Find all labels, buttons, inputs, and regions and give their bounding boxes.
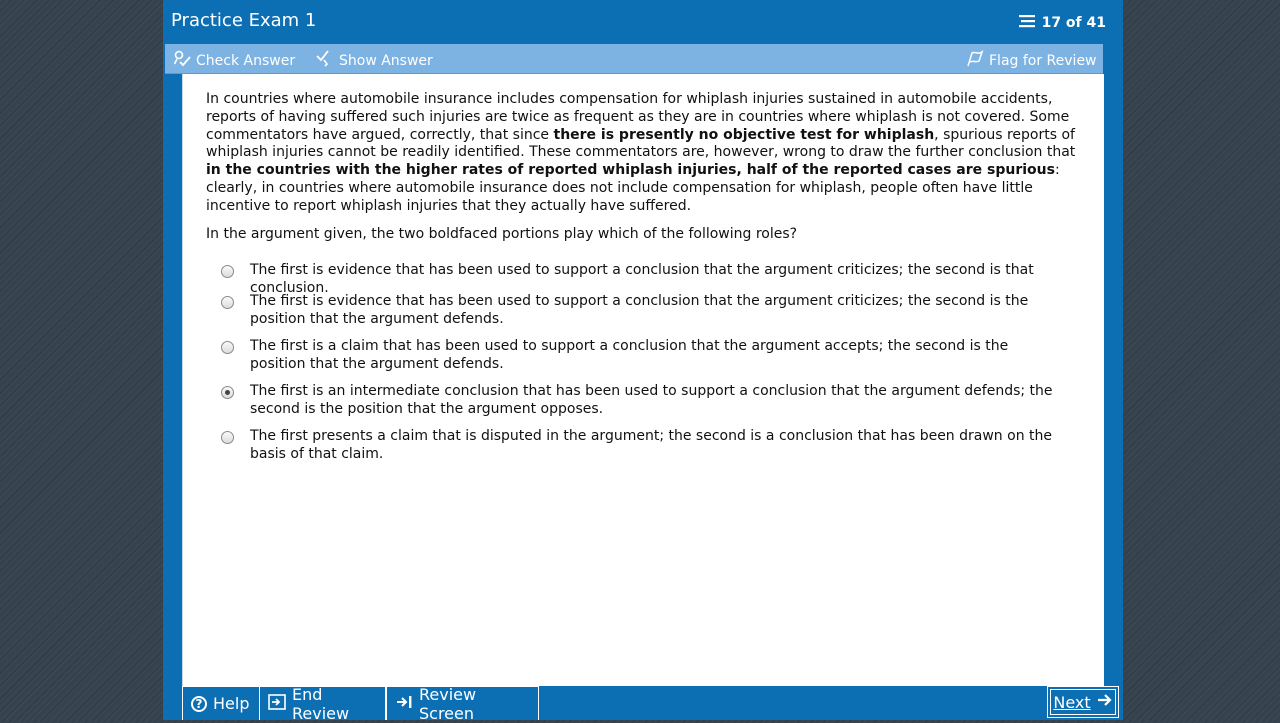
passage-text-2: , spurious reports of whiplash injuries cannot be readily identified. These commentators are, however, wrong to draw the further conclusion that bbox=[206, 126, 1076, 161]
review-screen-button[interactable] bbox=[386, 684, 539, 723]
answer-option-text: The first is a claim that has been used to support a conclusion that the argument accepts; the second is the position that the argument defends. bbox=[250, 338, 1009, 372]
answer-option-b[interactable] bbox=[221, 292, 1061, 328]
review-screen-label: Review Screen bbox=[419, 684, 477, 723]
toolbar bbox=[165, 44, 1103, 74]
check-answer-label: Check Answer bbox=[196, 52, 296, 69]
next-button[interactable] bbox=[1047, 686, 1119, 718]
boldface-portion-1: there is presently no objective test for whiplash bbox=[553, 126, 935, 143]
answer-option-text: The first presents a claim that is disputed in the argument; the second is a conclusion that has been drawn on the basis of that claim. bbox=[250, 428, 1052, 462]
check-answer-button[interactable] bbox=[173, 50, 295, 71]
review-screen-icon bbox=[395, 694, 413, 714]
passage bbox=[206, 91, 1086, 216]
show-answer-icon bbox=[316, 50, 334, 71]
title-bar bbox=[163, 0, 1123, 42]
question-panel bbox=[182, 74, 1104, 686]
radio-button-b[interactable] bbox=[221, 296, 234, 309]
end-review-button[interactable] bbox=[259, 684, 386, 723]
radio-button-a[interactable] bbox=[221, 265, 234, 278]
radio-button-e[interactable] bbox=[221, 431, 234, 444]
end-review-icon bbox=[268, 694, 286, 714]
radio-button-d[interactable] bbox=[221, 386, 234, 399]
question-counter-text: 17 of 41 bbox=[1041, 15, 1106, 31]
arrow-right-icon bbox=[1097, 692, 1113, 712]
answer-option-text: The first is evidence that has been used to support a conclusion that the argument criticizes; the second is that conclusion. bbox=[250, 262, 1034, 296]
show-answer-button[interactable] bbox=[316, 50, 433, 71]
answer-option-c[interactable] bbox=[221, 337, 1061, 373]
list-icon bbox=[1018, 14, 1036, 32]
passage-text-3: : clearly, in countries where automobile insurance does not include compensation for whiplash, people often have little incentive to report whiplash injuries that they actually have suffered. bbox=[206, 162, 1060, 214]
question-stem: In the argument given, the two boldfaced portions play which of the following roles? bbox=[206, 226, 798, 242]
flag-icon bbox=[966, 50, 984, 71]
answer-option-text: The first is evidence that has been used to support a conclusion that the argument criticizes; the second is the position that the argument defends. bbox=[250, 293, 1029, 327]
help-label: Help bbox=[213, 694, 250, 713]
flag-for-review-button[interactable] bbox=[966, 50, 1097, 71]
exam-title: Practice Exam 1 bbox=[171, 10, 317, 31]
show-answer-label: Show Answer bbox=[339, 52, 433, 69]
exam-window bbox=[163, 0, 1123, 723]
flag-for-review-label: Flag for Review bbox=[989, 52, 1097, 69]
next-label: Next bbox=[1053, 692, 1091, 712]
radio-button-c[interactable] bbox=[221, 341, 234, 354]
help-icon: ? bbox=[191, 696, 207, 712]
answer-option-text: The first is an intermediate conclusion that has been used to support a conclusion that the argument defends; the second is the position that the argument opposes. bbox=[250, 383, 1053, 417]
boldface-portion-2: in the countries with the higher rates of reported whiplash injuries, half of the reported cases are spurious bbox=[206, 162, 1055, 179]
answer-option-e[interactable] bbox=[221, 427, 1061, 463]
passage-text-1: In countries where automobile insurance includes compensation for whiplash injuries sustained in automobile accidents, reports of having suffered such injuries are twice as frequent as they are in countries where whiplash is not covered. Some commentators have argued, correctly, that since bbox=[206, 91, 1070, 143]
help-button[interactable] bbox=[182, 686, 260, 720]
bottom-bar bbox=[163, 684, 1123, 723]
question-counter bbox=[1018, 14, 1106, 32]
check-answer-icon bbox=[173, 50, 191, 71]
end-review-label: End Review bbox=[292, 684, 350, 723]
answer-option-d[interactable] bbox=[221, 382, 1061, 418]
